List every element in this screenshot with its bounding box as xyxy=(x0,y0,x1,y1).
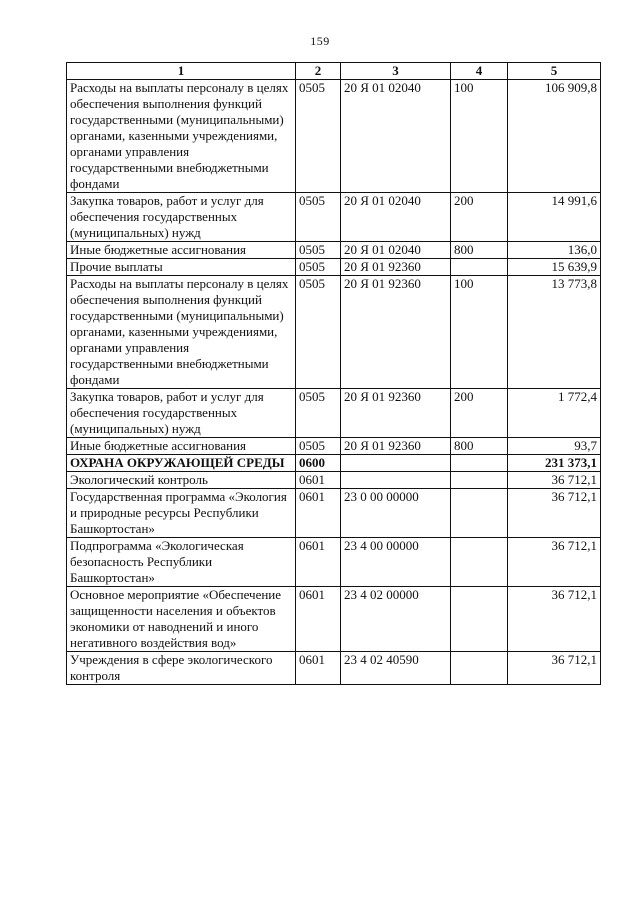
row-amount-cell: 136,0 xyxy=(508,242,601,259)
row-name-cell: Закупка товаров, работ и услуг для обеспечения государственных (муниципальных) нужд xyxy=(67,389,296,438)
table-row xyxy=(67,489,601,538)
table-row xyxy=(67,455,601,472)
row-type-cell: 200 xyxy=(451,193,508,242)
row-target-cell: 20 Я 01 92360 xyxy=(341,276,451,389)
table-row xyxy=(67,276,601,389)
row-target-cell: 20 Я 01 02040 xyxy=(341,242,451,259)
row-target-cell: 23 4 02 00000 xyxy=(341,587,451,652)
row-target-cell: 23 0 00 00000 xyxy=(341,489,451,538)
row-target-cell: 23 4 00 00000 xyxy=(341,538,451,587)
row-name-cell: ОХРАНА ОКРУЖАЮЩЕЙ СРЕДЫ xyxy=(67,455,296,472)
row-target-cell: 20 Я 01 02040 xyxy=(341,80,451,193)
row-section-cell: 0505 xyxy=(296,276,341,389)
row-amount-cell: 106 909,8 xyxy=(508,80,601,193)
row-section-cell: 0505 xyxy=(296,389,341,438)
table-header-row xyxy=(67,63,601,80)
row-type-cell xyxy=(451,587,508,652)
row-section-cell: 0601 xyxy=(296,652,341,685)
row-type-cell: 100 xyxy=(451,80,508,193)
table-row xyxy=(67,389,601,438)
row-section-cell: 0601 xyxy=(296,489,341,538)
row-target-cell: 20 Я 01 02040 xyxy=(341,193,451,242)
row-type-cell: 800 xyxy=(451,242,508,259)
row-name-cell: Основное мероприятие «Обеспечение защищенности населения и объектов экономики от наводнений и иного негативного воздействия вод» xyxy=(67,587,296,652)
row-name-cell: Закупка товаров, работ и услуг для обеспечения государственных (муниципальных) нужд xyxy=(67,193,296,242)
row-target-cell: 20 Я 01 92360 xyxy=(341,438,451,455)
row-section-cell: 0505 xyxy=(296,193,341,242)
table-row xyxy=(67,438,601,455)
row-section-cell: 0601 xyxy=(296,472,341,489)
row-amount-cell: 14 991,6 xyxy=(508,193,601,242)
row-amount-cell: 36 712,1 xyxy=(508,489,601,538)
row-type-cell xyxy=(451,259,508,276)
row-amount-cell: 36 712,1 xyxy=(508,587,601,652)
row-name-cell: Расходы на выплаты персоналу в целях обеспечения выполнения функций государственными (муниципальными) органами, казенными учреждениями, органами управления государственными внебюджетными фондами xyxy=(67,276,296,389)
table-body xyxy=(67,80,601,685)
row-amount-cell: 93,7 xyxy=(508,438,601,455)
row-name-cell: Иные бюджетные ассигнования xyxy=(67,242,296,259)
row-name-cell: Иные бюджетные ассигнования xyxy=(67,438,296,455)
row-name-cell: Учреждения в сфере экологического контроля xyxy=(67,652,296,685)
budget-table xyxy=(66,62,601,685)
table-row xyxy=(67,587,601,652)
row-type-cell xyxy=(451,652,508,685)
row-target-cell: 23 4 02 40590 xyxy=(341,652,451,685)
row-target-cell: 20 Я 01 92360 xyxy=(341,259,451,276)
row-section-cell: 0505 xyxy=(296,80,341,193)
row-type-cell xyxy=(451,538,508,587)
row-name-cell: Государственная программа «Экология и природные ресурсы Республики Башкортостан» xyxy=(67,489,296,538)
table-row xyxy=(67,652,601,685)
row-amount-cell: 36 712,1 xyxy=(508,472,601,489)
row-type-cell: 800 xyxy=(451,438,508,455)
row-section-cell: 0600 xyxy=(296,455,341,472)
row-type-cell: 200 xyxy=(451,389,508,438)
row-amount-cell: 36 712,1 xyxy=(508,652,601,685)
table-row xyxy=(67,472,601,489)
row-amount-cell: 36 712,1 xyxy=(508,538,601,587)
table-row xyxy=(67,242,601,259)
row-amount-cell: 15 639,9 xyxy=(508,259,601,276)
row-type-cell xyxy=(451,472,508,489)
row-section-cell: 0505 xyxy=(296,438,341,455)
row-name-cell: Прочие выплаты xyxy=(67,259,296,276)
row-type-cell xyxy=(451,455,508,472)
header-col-1: 1 xyxy=(67,63,296,80)
row-name-cell: Экологический контроль xyxy=(67,472,296,489)
row-amount-cell: 1 772,4 xyxy=(508,389,601,438)
row-section-cell: 0505 xyxy=(296,259,341,276)
table-row xyxy=(67,193,601,242)
row-target-cell xyxy=(341,455,451,472)
row-name-cell: Подпрограмма «Экологическая безопасность Республики Башкортостан» xyxy=(67,538,296,587)
header-col-4: 4 xyxy=(451,63,508,80)
row-section-cell: 0601 xyxy=(296,587,341,652)
header-col-3: 3 xyxy=(341,63,451,80)
table-row xyxy=(67,80,601,193)
row-amount-cell: 231 373,1 xyxy=(508,455,601,472)
row-type-cell xyxy=(451,489,508,538)
header-col-5: 5 xyxy=(508,63,601,80)
header-col-2: 2 xyxy=(296,63,341,80)
table-row xyxy=(67,259,601,276)
row-target-cell: 20 Я 01 92360 xyxy=(341,389,451,438)
row-section-cell: 0601 xyxy=(296,538,341,587)
row-target-cell xyxy=(341,472,451,489)
row-amount-cell: 13 773,8 xyxy=(508,276,601,389)
row-section-cell: 0505 xyxy=(296,242,341,259)
row-type-cell: 100 xyxy=(451,276,508,389)
table-row xyxy=(67,538,601,587)
page-number: 159 xyxy=(310,34,330,48)
row-name-cell: Расходы на выплаты персоналу в целях обеспечения выполнения функций государственными (муниципальными) органами, казенными учреждениями, органами управления государственными внебюджетными фондами xyxy=(67,80,296,193)
